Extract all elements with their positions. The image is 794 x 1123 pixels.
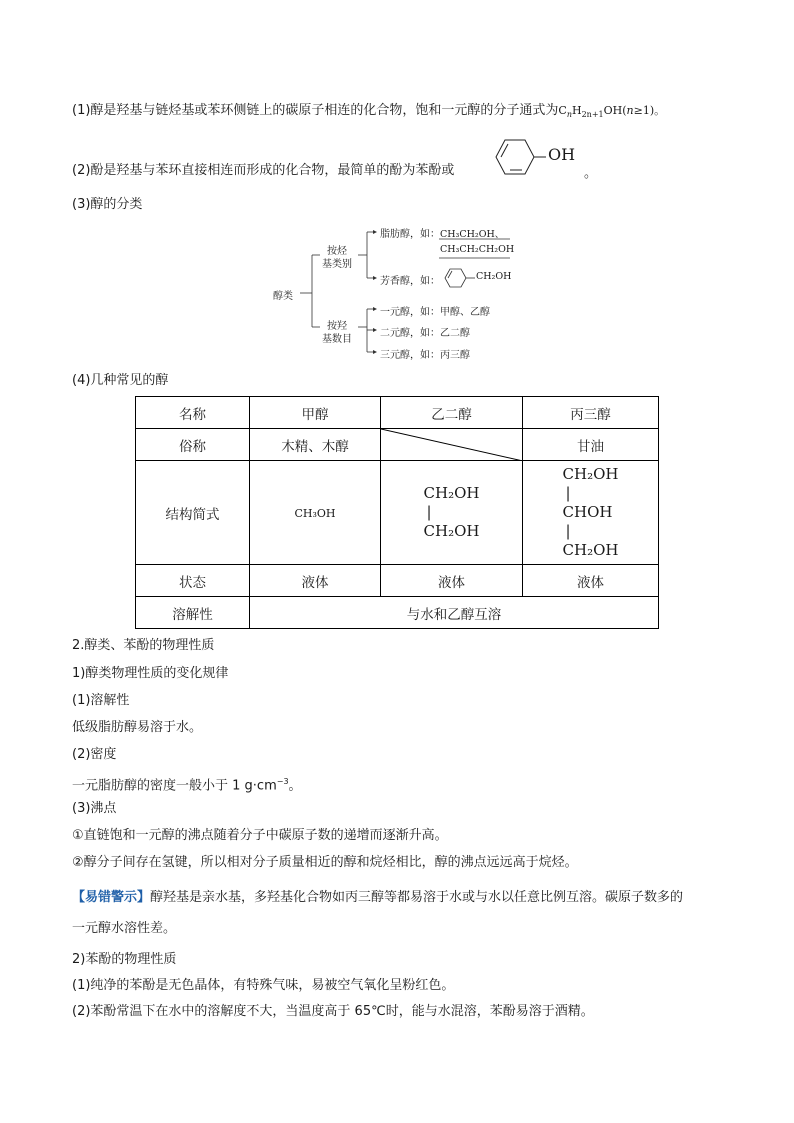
classification-diagram — [270, 222, 530, 362]
ethylene-glycol-structure: CH₂OH | CH₂OH — [423, 484, 480, 540]
header-name: 名称 — [136, 397, 250, 429]
paragraph-classification-title: (3)醇的分类 — [72, 197, 143, 212]
class-aliphatic-ex2: CH₃CH₂CH₂OH — [440, 244, 515, 255]
class-item-dihydric: 二元醇，如：乙二醇 — [380, 328, 470, 339]
boiling-point-item-1: ①直链饱和一元醇的沸点随着分子中碳原子数的递增而逐渐升高。 — [72, 828, 448, 843]
class-group-hydroxyl-2: 基数目 — [322, 334, 352, 345]
density-title: (2)密度 — [72, 747, 117, 762]
paragraph-phenol-definition: (2)酚是羟基与苯环直接相连而形成的化合物，最简单的酚为苯酚或 — [72, 163, 455, 178]
header-methanol: 甲醇 — [250, 397, 381, 429]
header-ethylene-glycol: 乙二醇 — [381, 397, 523, 429]
section-2-1-title: 1)醇类物理性质的变化规律 — [72, 666, 229, 681]
paragraph-common-alcohols-title: (4)几种常见的醇 — [72, 373, 169, 388]
phenol-property-2: (2)苯酚常温下在水中的溶解度不大，当温度高于 65℃时，能与水混溶，苯酚易溶于酒精。 — [72, 1004, 594, 1019]
boiling-point-item-2: ②醇分子间存在氢键，所以相对分子质量相近的醇和烷烃相比，醇的沸点远远高于烷烃。 — [72, 855, 578, 870]
solubility-title: (1)溶解性 — [72, 693, 130, 708]
table-row-solubility: 溶解性 与水和乙醇互溶 — [136, 597, 659, 629]
phenol-oh-label: OH — [548, 145, 576, 164]
phenol-structure-icon — [484, 134, 594, 180]
class-group-hydroxyl-1: 按羟 — [327, 321, 347, 332]
paragraph-alcohol-definition: (1)醇是羟基与链烃基或苯环侧链上的碳原子相连的化合物，饱和一元醇的分子通式为$C_nH_{2n+1}OH(n\ge 1)$。 — [72, 103, 666, 119]
warning-tag: 【易错警示】 — [72, 890, 151, 905]
class-aliphatic-ex1: CH₃CH₂OH、 — [440, 229, 505, 240]
common-alcohols-table — [135, 396, 659, 629]
phenol-property-1: (1)纯净的苯酚是无色晶体，有特殊气味，易被空气氧化呈粉红色。 — [72, 978, 455, 993]
class-root: 醇类 — [273, 291, 293, 302]
diagonal-line — [381, 429, 523, 461]
warning-line-1: 【易错警示】醇羟基是亲水基，多羟基化合物如丙三醇等都易溶于水或与水以任意比例互溶。碳原子数多的 — [72, 890, 684, 905]
boiling-point-title: (3)沸点 — [72, 801, 117, 816]
header-glycerol: 丙三醇 — [523, 397, 659, 429]
class-group-hydrocarbon-1: 按烃 — [327, 246, 347, 257]
empty-diagonal-cell — [381, 429, 523, 461]
section-2-title: 2.醇类、苯酚的物理性质 — [72, 638, 215, 653]
class-aromatic-prefix: 芳香醇，如： — [380, 276, 440, 287]
table-row-common-name: 俗称 木精、木醇 甘油 — [136, 429, 659, 461]
class-item-trihydric: 三元醇，如：丙三醇 — [380, 350, 470, 361]
class-item-monohydric: 一元醇，如：甲醇、乙醇 — [380, 307, 490, 318]
density-text: 一元脂肪醇的密度一般小于 1 $g\cdot cm^{-3}$。 — [72, 777, 302, 794]
general-formula: $C_nH_{2n+1}OH(n\ge 1)$。 — [558, 104, 666, 119]
class-aliphatic-prefix: 脂肪醇，如： — [380, 229, 440, 240]
classification-brackets — [270, 222, 530, 362]
section-2-2-title: 2)苯酚的物理性质 — [72, 952, 177, 967]
glycerol-structure: CH₂OH | CHOH | CH₂OH — [562, 465, 619, 559]
warning-line-2: 一元醇水溶性差。 — [72, 921, 177, 936]
table-row-state: 状态 液体 液体 液体 — [136, 565, 659, 597]
class-group-hydrocarbon-2: 基类别 — [322, 259, 352, 270]
phenol-end: 。 — [584, 166, 598, 181]
solubility-text: 低级脂肪醇易溶于水。 — [72, 720, 203, 735]
table-header-row — [136, 397, 659, 429]
table-row-structure: 结构简式 CH₃OH CH₂OH | CH₂OH CH₂OH | CHOH | CH₂OH — [136, 461, 659, 565]
class-aromatic-group: CH₂OH — [476, 271, 512, 282]
